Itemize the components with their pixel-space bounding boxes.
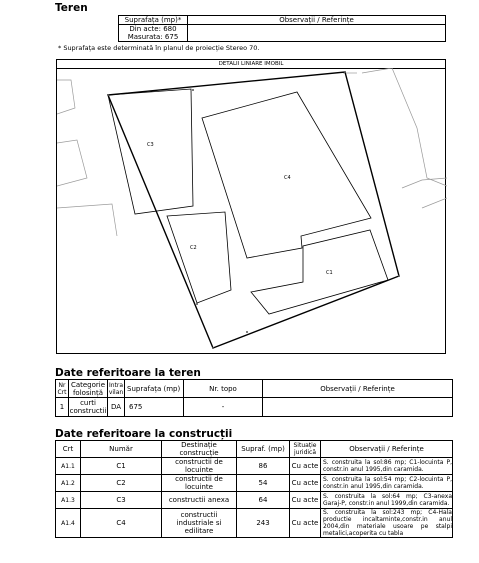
cell-observatii: S. construita la sol:243 mp; C4-Hala productie incaltaminte,constr.in anul 2004,din materiale usoare pe stalpi metalici,acoperita cu tabla <box>321 509 453 538</box>
building-c1 <box>251 230 388 314</box>
neighbor-parcel-left-3 <box>57 204 117 236</box>
cell-crt: A1.2 <box>56 475 81 492</box>
hdr-categorie: Categorie folosință <box>69 380 108 398</box>
neighbor-parcel-right-3 <box>422 198 447 208</box>
cell-destinatie: constructii anexa <box>162 492 237 509</box>
hdr-observatii: Observații / Referințe <box>263 380 453 398</box>
cell-supraf: 64 <box>237 492 290 509</box>
cell-suprafata: 675 <box>125 398 184 417</box>
cell-observatii: S. construita la sol:54 mp; C2-locuinta P, constr.in anul 1995,din caramida. <box>321 475 453 492</box>
cell-numar: C1 <box>81 458 162 475</box>
cell-supraf: 243 <box>237 509 290 538</box>
label-c2: C2 <box>190 245 197 251</box>
cell-nr-topo: - <box>184 398 263 417</box>
col-suprafata: Suprafața (mp)* <box>119 16 188 25</box>
label-c1: C1 <box>326 270 333 276</box>
plan-drawing <box>57 68 447 354</box>
teren-heading: Teren <box>55 2 88 14</box>
cell-numar: C2 <box>81 475 162 492</box>
cell-crt: A1.4 <box>56 509 81 538</box>
table-row <box>56 458 453 475</box>
hdr-destinatie: Destinație construcție <box>162 441 237 458</box>
neighbor-parcel-left-2 <box>57 140 87 186</box>
vertex-marker <box>192 89 194 91</box>
cell-crt: A1.1 <box>56 458 81 475</box>
table-row <box>56 492 453 509</box>
table-row <box>56 509 453 538</box>
plan-box <box>56 59 446 354</box>
cell-observatii <box>263 398 453 417</box>
plan-title: DETALII LINIARE IMOBIL <box>57 60 445 69</box>
masurata: Masurata: 675 <box>127 33 179 41</box>
cell-observatii: S. construita la sol:64 mp; C3-anexa Garaj-P, constr.in anul 1999,din caramida. <box>321 492 453 509</box>
hdr-numar: Număr <box>81 441 162 458</box>
parcel-boundary <box>108 72 399 348</box>
vertex-marker <box>196 303 198 305</box>
hdr-intravilan: Intra vilan <box>108 381 124 396</box>
vertex-marker <box>246 331 248 333</box>
cell-destinatie: constructii industriale si edilitare <box>162 509 237 538</box>
cell-crt: A1.3 <box>56 492 81 509</box>
vertex-marker <box>107 94 109 96</box>
vertex-marker <box>212 347 214 349</box>
date-teren-heading: Date referitoare la teren <box>55 367 201 379</box>
building-c2 <box>167 212 231 303</box>
neighbor-parcel-right <box>362 68 447 186</box>
neighbor-parcel-left <box>57 80 75 114</box>
hdr-nr-crt: Nr Crt <box>57 381 67 396</box>
cell-categorie: curti constructii <box>69 399 107 415</box>
cell-situatie: Cu acte <box>290 458 321 475</box>
cell-nr: 1 <box>56 398 69 417</box>
cell-destinatie: constructii de locuinte <box>162 475 237 492</box>
cell-situatie: Cu acte <box>290 475 321 492</box>
table-row <box>56 475 453 492</box>
hdr-nr-topo: Nr. topo <box>184 380 263 398</box>
date-teren-table <box>55 379 453 417</box>
hdr-suprafata: Suprafața (mp) <box>125 380 184 398</box>
cell-situatie: Cu acte <box>290 509 321 538</box>
label-c3: C3 <box>147 142 154 148</box>
col-observatii: Observații / Referințe <box>188 16 446 25</box>
cell-situatie: Cu acte <box>290 492 321 509</box>
vertex-marker <box>398 275 400 277</box>
cell-supraf: 54 <box>237 475 290 492</box>
hdr-supraf: Supraf. (mp) <box>237 441 290 458</box>
cell-intravilan: DA <box>108 398 125 417</box>
hdr-observatii: Observații / Referințe <box>321 441 453 458</box>
cell-destinatie: constructii de locuinte <box>162 458 237 475</box>
cell-supraf: 86 <box>237 458 290 475</box>
hdr-crt: Crt <box>56 441 81 458</box>
building-c3 <box>108 89 193 214</box>
observatii-cell <box>188 25 446 42</box>
vertex-marker <box>344 71 346 73</box>
date-constructii-table <box>55 440 453 538</box>
cell-observatii: S. construita la sol:86 mp; C1-locuinta P, constr.in anul 1995,din caramida. <box>321 458 453 475</box>
cell-numar: C3 <box>81 492 162 509</box>
date-constructii-heading: Date referitoare la construcții <box>55 428 233 440</box>
hdr-situatie: Situație juridică <box>290 441 321 458</box>
teren-table <box>118 15 446 42</box>
din-acte: Din acte: 680 <box>129 25 177 33</box>
label-c4: C4 <box>284 175 291 181</box>
suprafata-values <box>119 25 188 42</box>
teren-note: * Suprafața este determinată în planul de proiecție Stereo 70. <box>58 44 260 52</box>
cell-numar: C4 <box>81 509 162 538</box>
